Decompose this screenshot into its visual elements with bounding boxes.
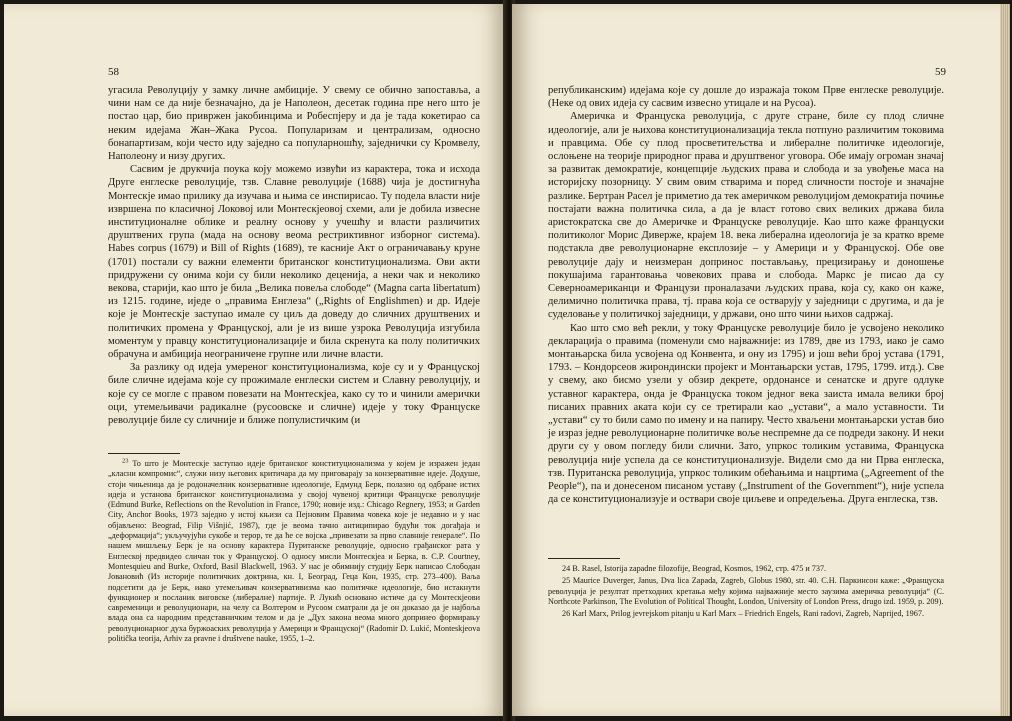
- left-page: [4, 4, 506, 716]
- paragraph: Сасвим је друкчија поука коју можемо извући из карактера, тока и исхода Друге енглеске револуције, тзв. Славне револуције (1688) чија је достигнућа Монтескје имао прилику да изучава и њима се инспирисао. Ту подела власти није извршена по класичној Локовој или Монтескјеовој схеми, али је добила извесне институционалне облике и реалну основу у учешћу и власти различитих друштвених група (мада на основу веома рестриктивног изборног система). Habes corpus (1679) и Bill of Rights (1689), те касније Акт о ограничавању круне (1701) постали су важни елементи британског конституционализма. Ови акти придружени су онима који су били неколико деценија, а неки чак и неколико векова, старији, као што је била „Велика повеља слободе“ (Magna carta libertatum) из 1215. године, иједе о „правима Енглеза“ („Rights of Englishmen) и др. Идеје које је Монтескје заступао имале су циљ да доведу до сличних друштвених и политичких промена у Француској, али је из више узрока Револуција изгубила моментум у правцу конституционализације и била скренута ка полу политичких обрачуна и амбиција неограничене групне или личне власти.: [108, 164, 480, 361]
- footnote-separator: [108, 453, 180, 454]
- paragraph: За разлику од идеја умереног конституционализма, које су и у Француској биле сличне идејама које су прожимале енглески систем и Славну револуцију, и које су се могле с правом повезати на Монтескјеа, како су то и чинили амерички оци, утемељивачи радикалне (русоовске и сличне) идеје у току Француске револуције биле су сличније и ближе популистичким (и: [108, 362, 480, 427]
- footnote-separator: [548, 558, 620, 559]
- page-number: 59: [935, 66, 946, 78]
- footnote: 26 Karl Marx, Prilog jevrejskom pitanju u Karl Marx – Friedrich Engels, Rani radovi, Zagreb, Naprijed, 1967.: [562, 609, 924, 619]
- paragraph: Америчка и Француска револуција, с друге стране, биле су плод сличне идеологије, али је њихова конституционализација текла потпуно различитим токовима и правцима. Обе су плод просветитељства и либералне политичке идеологије, ослоњене на теорије природног права и друштвеног уговора. Обе имају огроман значај за развитак демократије, концепције људских права и слобода и за увођење маса на историјску позорницу. У свим овим стварима и поред сличности постоје и значајне разлике. Бертран Расел је приметио да тек америчком револуцијом демократија почиње постајати важна политичка сила, а да је власт готово свих великих држава била аристократска све до Америчке и Француске револуције. Као што каже француски политиколог Морис Диверже, крајем 18. века либерална идеологија је за кратко време подстакла две револуционарне експлозије – у Америци и у Француској. Обе ове револуције дају и неизмеран допринос постављању, прецизирању и доношење покушајима гарантовања човекових права и слобода. Маркс је писао да су Северноамериканци и Французи проналазачи људских права, која су, како он каже, делимично политичка права, тј. права која се остварују у заједници с другима, и да је суделовање у политичкој заједници, у држави, оно што чини њихов садржај.: [548, 111, 945, 321]
- footnotes: [108, 459, 480, 646]
- page-number: 58: [108, 66, 119, 78]
- right-page: [512, 4, 1000, 716]
- footnote-mark: 23: [122, 457, 129, 465]
- body-text: [108, 84, 480, 427]
- footnotes: [548, 564, 944, 621]
- footnote: [108, 459, 480, 644]
- footnote: 24 B. Rasel, Istorija zapadne filozofije, Beograd, Kosmos, 1962, стр. 475 и 737.: [562, 564, 827, 573]
- footnote-text: To што је Монтескје заступао идеје британског конституционализма у којем је изражен један „класни компромис“, служи низу његових критичара да му приговарају за конзервативне идеје. Додуше, стоји чињеница да је родоначелник конзервативне идеологије, Едмунд Берк, полазио од одбране истих идеја и установа британског конституционализма у својој чувеној критици Француске револуције (Edmund Burke, Reflections on the Revolution in France, 1790; новије изд.: Chicago Regnery, 1953; и Garden City, Anchor Books, 1973 заједно у истој књизи са Пејновим Правима човека које је недавно и у нас објављено: Beograd, Filip Višnjić, 1987), где је веома тачно антиципирао будући ток догађаја и „деформација“; укључујући сукобе и терор, те да ће се војска „привезати за прво славније генерале“. По нашем мишљењу Берк је на основу карактера Пуританске револуције, односно грађанског рата у Енглеској предвидео сличан ток у Француској. О односу мисли Монтескјеа и Берка, в. C.P. Courtney, Montesquieu and Burke, Oxford, Basil Blackwell, 1963. У нас је обимнију студију Берк написао Слободан Јовановић (Из историје политичких доктрина, кн. I, Београд, Геца Кон, 1935, стр. 273–400). Ваља подсетити да је Берк, иако утемељивач конзервативизма као политичке идеологије, био истакнути функционер и посланик виговске (либералне) партије. Р. Лукић основано истиче да су Монтескјеови савременици и револуционари, на челу са Волтером и Русоом сматрали да је он доказао да је најбоља влада она са народним представничким телом и да је „Дух закона веома много допринео формирању револуционарног духа буржоаских револуција у Америци и Француској“ (Radomir D. Lukić, Monteskjeova politička teorija, Arhiv za pravne i društvene nauke, 1955, 1–2.: [108, 459, 480, 644]
- paragraph: републиканским) идејама које су дошле до изражаја током Прве енглеске револуције. (Неке од ових идеја су сасвим извесно утицале и на Русоа).: [548, 85, 944, 110]
- paragraph: Као што смо већ рекли, у току Француске револуције било је усвојено неколико декларација о правима (поменули смо најважније: из 1789, две из 1793, иако је само монтањарска била усвојена од Конвента, и ону из 1795) и још већи број устава (1791, 1793. – Кондорсеов жирондински пројект и Монтањарски устав, 1795, 1799. итд.). Све у свему, ако бисмо узели у обзир декрете, ордонансе и сенатске и друге одлуке уставног карактера, онда је Француска током једног века заиста имала велики број писаних правних аката који су се третирали као „устави“, а мало уставности. Ти „устави“ су то били само по имену и на папиру. Често хваљени монтањарски устав био је израз једне револуционарне политичке воље неспремне да се подреди закону. И неки други су у овом погледу били слични. Зато, упркос толиким уставима, Француска револуција није успела да се конституционализује. Видели смо да ни Прва енглеска, тзв. Пуританска револуција, упркос толиким обећањима и нацртима („Agreement of the People“), па и донесеном писаном уставу („Instrument of the Government“), није успела да се конституционализује и оствари своје циљеве и опредељења. Друга енглеска, тзв.: [548, 322, 944, 506]
- paragraph: угасила Револуцију у замку личне амбиције. У свему се обично запоставља, а чини нам се да није безначајно, да је Наполеон, десетак година пре него што је постао цар, био привржен јакобинцима и Робеспјеру и да је тада кокетирао са неким идејама Жан–Жака Русоа. Популаризам и централизам, односно бонапартизам, који често иду заједно са популарношћу, заједнички су Кромвелу, Наполеону и низу других.: [108, 85, 480, 163]
- page-edges: [1000, 4, 1010, 716]
- footnote: 25 Maurice Duverger, Janus, Dva lica Zapada, Zagreb, Globus 1980, str. 40. C.H. Паркинсон каже: „Француска револуција је резултат претходних кретања међу којима најважније место заузима америчка револуција“ (C. Northcote Parkinson, The Evolution of Political Thought, London, University of London Press, drugo izd. 1959, p. 209).: [548, 576, 944, 606]
- body-text: [548, 84, 944, 507]
